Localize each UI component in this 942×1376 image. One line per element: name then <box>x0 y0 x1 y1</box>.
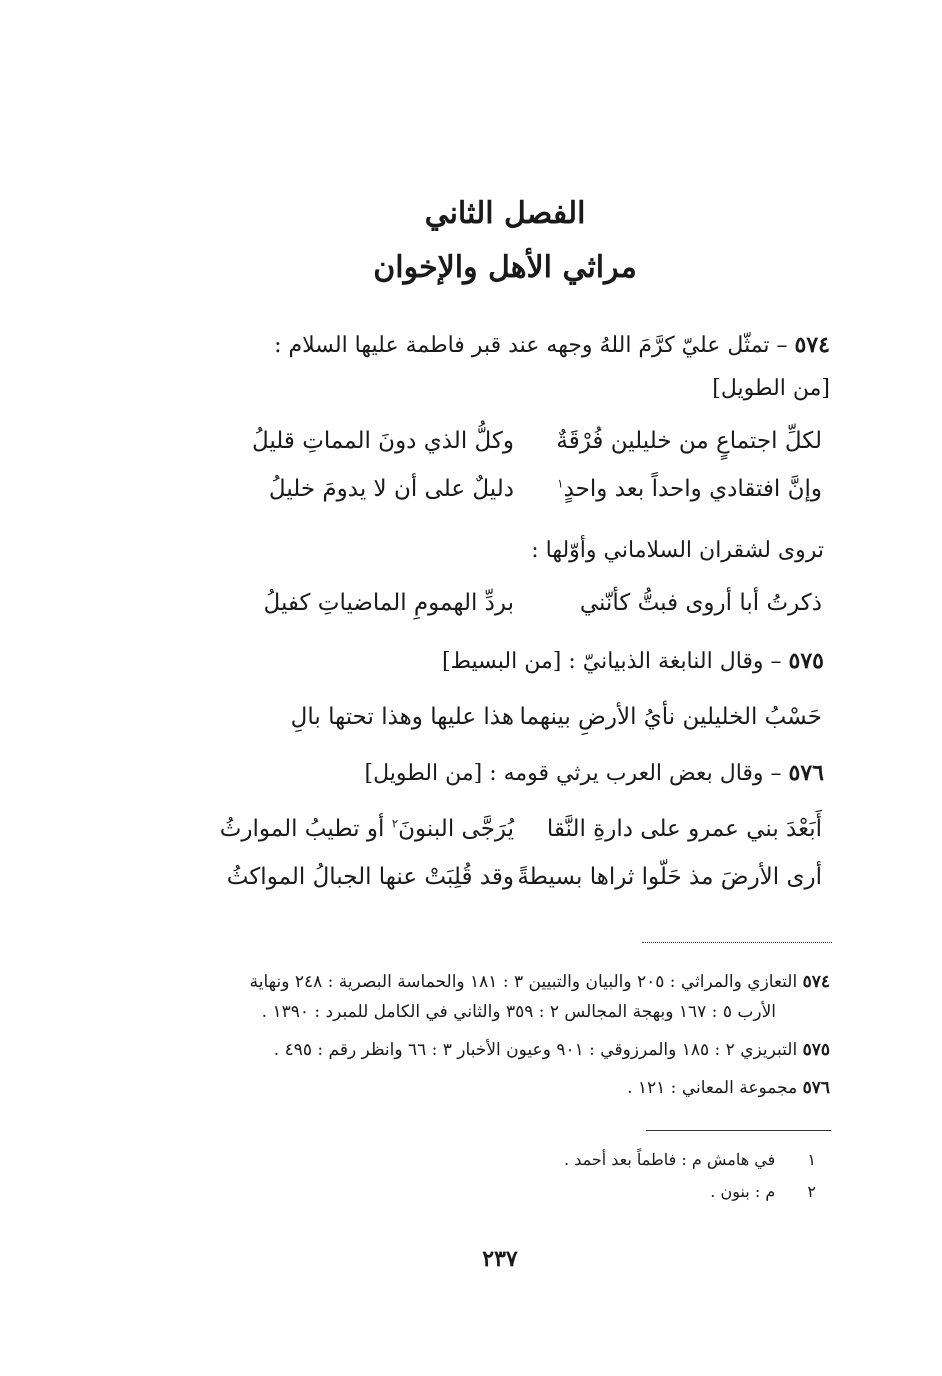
verse-575-sadr: حَسْبُ الخليلين نأيُ الأرضِ بينهما <box>519 704 822 730</box>
note-text: م : بنون . <box>710 1182 776 1201</box>
note-2 <box>710 1182 816 1201</box>
verse-574-2-ajuz: دليلٌ على أن لا يدومَ خليلُ <box>268 476 514 502</box>
entry-574-meter: [من الطويل] <box>712 376 830 401</box>
verse-text: أو تطيبُ الموارثُ <box>219 816 385 842</box>
footnote-marker: ١ <box>557 476 564 491</box>
entry-intro: – تمثّل عليّ كرَّمَ اللهُ وجهه عند قبر فاطمة عليها السلام : <box>274 333 788 358</box>
verse-text: يُرَجَّى البنونَ <box>398 816 514 842</box>
note-mark: ٢ <box>807 1182 816 1201</box>
entry-575-heading <box>442 648 824 674</box>
chapter-title: الفصل الثاني <box>424 196 586 231</box>
entry-meter: [من البسيط] <box>442 649 562 674</box>
notes-divider <box>646 1130 831 1131</box>
source-number: ٥٧٥ <box>802 1040 830 1060</box>
verse-574-extra-sadr: ذكرتُ أبا أروى فبتُّ كأنّني <box>579 590 822 616</box>
entry-574-heading <box>274 332 830 358</box>
entry-number: ٥٧٥ <box>788 648 824 674</box>
verse-576-1-ajuz <box>220 816 514 842</box>
verse-text: وإنَّ افتقادي واحداً بعد واحدٍ <box>563 476 822 502</box>
source-text: التعازي والمراثي : ٢٠٥ والبيان والتبيين ٣ : ١٨١ والحماسة البصرية : ٢٤٨ ونهاية <box>249 972 798 992</box>
entry-574-note: تروى لشقران السلاماني وأوّلها : <box>531 538 824 563</box>
note-1 <box>564 1150 816 1169</box>
source-number: ٥٧٦ <box>802 1078 830 1098</box>
entry-number: ٥٧٤ <box>794 332 830 358</box>
entry-576-heading <box>364 760 824 786</box>
verse-576-1-sadr: أَبَعْدَ بني عمرو على دارةِ النَّقا <box>546 816 822 842</box>
verse-575-ajuz: هذا عليها وهذا تحتها بالِ <box>290 704 514 730</box>
sources-divider <box>642 942 832 943</box>
verse-574-1-sadr: لكلِّ اجتماعٍ من خليلين فُرْقَةٌ <box>556 428 822 454</box>
note-text: في هامش م : فاطماً بعد أحمد . <box>564 1150 776 1169</box>
entry-number: ٥٧٦ <box>788 760 824 786</box>
note-mark: ١ <box>807 1150 816 1169</box>
verse-574-1-ajuz: وكلُّ الذي دونَ المماتِ قليلُ <box>251 428 514 454</box>
footnote-marker: ٢ <box>391 816 399 831</box>
source-575 <box>274 1040 830 1060</box>
source-574-line2: الأرب ٥ : ١٦٧ وبهجة المجالس ٢ : ٣٥٩ والثاني في الكامل للمبرد : ١٣٩٠ . <box>261 1002 776 1022</box>
verse-576-2-sadr: أرى الأرضَ مذ حَلّوا ثراها بسيطةً <box>517 864 822 890</box>
source-number: ٥٧٤ <box>802 972 830 992</box>
source-text: التبريزي ٢ : ١٨٥ والمرزوقي : ٩٠١ وعيون الأخبار ٣ : ٦٦ وانظر رقم : ٤٩٥ . <box>273 1040 798 1060</box>
verse-574-extra-ajuz: بردِّ الهمومِ الماضياتِ كفيلُ <box>263 590 514 616</box>
source-576 <box>627 1078 830 1098</box>
page-number: ٢٣٧ <box>482 1246 518 1272</box>
entry-intro: – وقال بعض العرب يرثي قومه : <box>489 761 782 786</box>
source-text: مجموعة المعاني : ١٢١ . <box>627 1078 798 1098</box>
entry-intro: – وقال النابغة الذبيانيّ : <box>568 649 782 674</box>
source-574 <box>250 972 830 992</box>
verse-574-2-sadr <box>557 476 822 502</box>
verse-576-2-ajuz: وقد قُلِبَتْ عنها الجبالُ المواكثُ <box>226 864 514 890</box>
chapter-subtitle: مراثي الأهل والإخوان <box>373 250 637 285</box>
entry-meter: [من الطويل] <box>364 761 483 786</box>
